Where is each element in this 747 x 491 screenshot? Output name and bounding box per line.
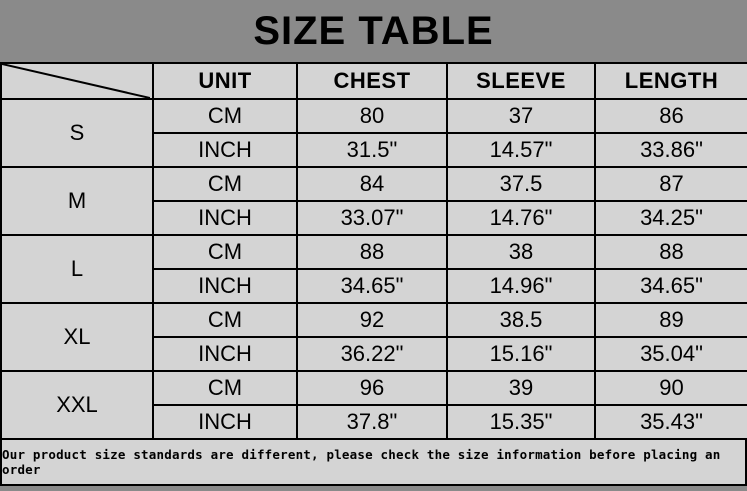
table-row [1,167,747,201]
value-l-cm-length: 88 [595,235,747,269]
column-header-length: LENGTH [595,63,747,99]
value-l-cm-sleeve: 38 [447,235,595,269]
unit-cm: CM [153,303,297,337]
size-note: Our product size standards are different, please check the size information before placing an order [2,447,721,477]
value-xl-cm-length: 89 [595,303,747,337]
value-l-inch-length: 34.65" [595,269,747,303]
corner-cell [1,63,153,99]
title-bar [0,0,747,62]
value-xl-inch-length: 35.04" [595,337,747,371]
table-header-row [1,63,747,99]
value-s-cm-sleeve: 37 [447,99,595,133]
size-label-l: L [1,235,153,303]
unit-cm: CM [153,235,297,269]
note-bar [0,440,747,486]
value-xxl-cm-length: 90 [595,371,747,405]
value-xl-inch-chest: 36.22" [297,337,447,371]
unit-cm: CM [153,167,297,201]
value-xxl-cm-sleeve: 39 [447,371,595,405]
column-header-sleeve: SLEEVE [447,63,595,99]
value-xxl-inch-length: 35.43" [595,405,747,439]
value-xl-inch-sleeve: 15.16" [447,337,595,371]
value-xxl-inch-chest: 37.8" [297,405,447,439]
size-table [0,62,747,440]
value-xl-cm-chest: 92 [297,303,447,337]
value-l-inch-sleeve: 14.96" [447,269,595,303]
value-xxl-cm-chest: 96 [297,371,447,405]
value-l-cm-chest: 88 [297,235,447,269]
value-m-cm-chest: 84 [297,167,447,201]
value-m-inch-sleeve: 14.76" [447,201,595,235]
value-s-inch-length: 33.86" [595,133,747,167]
value-s-inch-chest: 31.5" [297,133,447,167]
value-s-cm-chest: 80 [297,99,447,133]
value-xxl-inch-sleeve: 15.35" [447,405,595,439]
table-row [1,235,747,269]
unit-cm: CM [153,99,297,133]
value-m-inch-length: 34.25" [595,201,747,235]
size-label-xxl: XXL [1,371,153,439]
unit-inch: INCH [153,201,297,235]
column-header-unit: UNIT [153,63,297,99]
value-m-cm-length: 87 [595,167,747,201]
unit-inch: INCH [153,133,297,167]
size-label-xl: XL [1,303,153,371]
value-m-cm-sleeve: 37.5 [447,167,595,201]
value-s-inch-sleeve: 14.57" [447,133,595,167]
unit-inch: INCH [153,337,297,371]
table-row [1,371,747,405]
table-row [1,303,747,337]
table-row [1,99,747,133]
value-s-cm-length: 86 [595,99,747,133]
size-label-s: S [1,99,153,167]
value-l-inch-chest: 34.65" [297,269,447,303]
unit-cm: CM [153,371,297,405]
unit-inch: INCH [153,405,297,439]
value-m-inch-chest: 33.07" [297,201,447,235]
page-title: SIZE TABLE [253,8,494,53]
size-label-m: M [1,167,153,235]
value-xl-cm-sleeve: 38.5 [447,303,595,337]
column-header-chest: CHEST [297,63,447,99]
unit-inch: INCH [153,269,297,303]
